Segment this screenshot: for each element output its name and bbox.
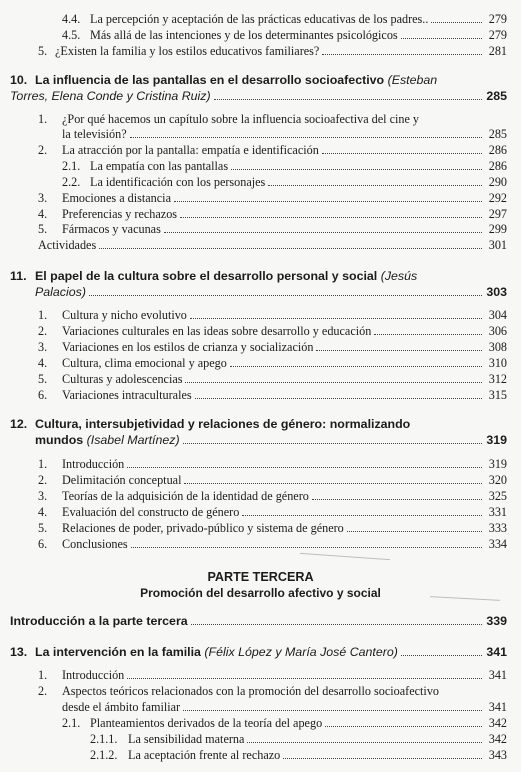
entry-page: 339 bbox=[486, 614, 507, 628]
entry-page: 310 bbox=[488, 356, 507, 370]
entry-page: 320 bbox=[488, 473, 507, 487]
chapter-author: (Félix López y María José Cantero) bbox=[204, 645, 398, 659]
entry-title: Variaciones intraculturales bbox=[62, 388, 192, 402]
chapter-number: 10. bbox=[10, 73, 28, 87]
entry-number: 2.1. bbox=[62, 716, 81, 730]
entry-title: desde el ámbito familiar bbox=[62, 700, 181, 714]
entry-title: ¿Por qué hacemos un capítulo sobre la influencia socioafectiva del cine y bbox=[62, 112, 420, 126]
chapter-number: 13. bbox=[10, 645, 28, 659]
entry-number: 2.1.1. bbox=[90, 732, 118, 746]
entry-number: 2.2. bbox=[62, 175, 81, 189]
entry-title: Delimitación conceptual bbox=[62, 473, 182, 487]
toc-entry bbox=[38, 238, 507, 252]
chapter-author: Torres, Elena Conde y Cristina Ruiz) bbox=[10, 89, 211, 103]
toc-entry bbox=[38, 521, 507, 535]
toc-entry bbox=[38, 112, 507, 126]
entry-title: Preferencias y rechazos bbox=[62, 207, 178, 221]
entry-number: 4.5. bbox=[62, 28, 81, 42]
chapter-page: 319 bbox=[486, 433, 507, 447]
entry-title: Variaciones culturales en las ideas sobre desarrollo y educación bbox=[62, 324, 372, 338]
entry-title: ¿Existen la familia y los estilos educativos familiares? bbox=[55, 44, 320, 58]
entry-number: 6. bbox=[38, 388, 48, 402]
entry-title: La sensibilidad materna bbox=[128, 732, 245, 746]
entry-page: 286 bbox=[488, 143, 507, 157]
toc-entry bbox=[38, 684, 507, 698]
entry-page: 342 bbox=[488, 716, 507, 730]
entry-number: 2. bbox=[38, 473, 48, 487]
entry-title: Actividades bbox=[38, 238, 97, 252]
entry-page: 334 bbox=[488, 537, 507, 551]
entry-page: 319 bbox=[488, 457, 507, 471]
entry-number: 2. bbox=[38, 324, 48, 338]
entry-page: 290 bbox=[488, 175, 507, 189]
entry-page: 279 bbox=[488, 28, 507, 42]
part-subtitle: Promoción del desarrollo afectivo y social bbox=[140, 586, 381, 600]
toc-entry bbox=[38, 222, 507, 236]
toc-entry bbox=[38, 457, 507, 471]
entry-page: 285 bbox=[488, 127, 507, 141]
part-title: PARTE TERCERA bbox=[207, 570, 314, 584]
toc-entry bbox=[38, 191, 507, 205]
chapter-title: La intervención en la familia bbox=[35, 645, 201, 659]
entry-title: Fármacos y vacunas bbox=[62, 222, 161, 236]
entry-page: 341 bbox=[488, 700, 507, 714]
entry-page: 299 bbox=[488, 222, 507, 236]
toc-entry bbox=[38, 340, 507, 354]
entry-page: 343 bbox=[488, 748, 507, 762]
entry-page: 312 bbox=[488, 372, 507, 386]
entry-number: 2.1. bbox=[62, 159, 81, 173]
entry-title: Aspectos teóricos relacionados con la promoción del desarrollo socioafectivo bbox=[62, 684, 440, 698]
entry-page: 341 bbox=[488, 668, 507, 682]
toc-entry bbox=[62, 716, 507, 730]
entry-page: 297 bbox=[488, 207, 507, 221]
chapter-title: mundos bbox=[35, 433, 84, 447]
entry-page: 331 bbox=[488, 505, 507, 519]
entry-title: Culturas y adolescencias bbox=[62, 372, 183, 386]
chapter-number: 12. bbox=[10, 417, 28, 431]
entry-page: 286 bbox=[488, 159, 507, 173]
entry-title: La percepción y aceptación de las prácticas educativas de los padres.. bbox=[90, 12, 429, 26]
entry-page: 304 bbox=[488, 308, 507, 322]
entry-number: 5. bbox=[38, 222, 48, 236]
toc-entry bbox=[38, 668, 507, 682]
chapter-page: 303 bbox=[486, 285, 507, 299]
toc-entry bbox=[90, 748, 507, 762]
entry-title: Planteamientos derivados de la teoría del apego bbox=[90, 716, 323, 730]
entry-number: 5. bbox=[38, 372, 48, 386]
entry-number: 3. bbox=[38, 191, 48, 205]
chapter-author: Palacios) bbox=[35, 285, 86, 299]
toc-entry bbox=[38, 505, 507, 519]
entry-title: Emociones a distancia bbox=[62, 191, 171, 205]
entry-title: Más allá de las intenciones y de los determinantes psicológicos bbox=[90, 28, 398, 42]
toc-entry bbox=[38, 44, 507, 58]
chapter-number: 11. bbox=[10, 269, 27, 283]
toc-entry bbox=[38, 356, 507, 370]
toc-entry bbox=[38, 324, 507, 338]
toc-entry bbox=[62, 159, 507, 173]
part-introduction bbox=[10, 614, 507, 628]
toc-entry bbox=[38, 372, 507, 386]
entry-number: 6. bbox=[38, 537, 48, 551]
entry-title: Introducción a la parte tercera bbox=[10, 614, 188, 628]
entry-number: 5. bbox=[38, 44, 48, 58]
chapter-page: 285 bbox=[486, 89, 507, 103]
entry-number: 5. bbox=[38, 521, 48, 535]
entry-page: 325 bbox=[488, 489, 507, 503]
entry-page: 315 bbox=[488, 388, 507, 402]
chapter-heading-cont bbox=[35, 285, 507, 299]
entry-number: 3. bbox=[38, 489, 48, 503]
toc-entry bbox=[38, 489, 507, 503]
chapter-title: Cultura, intersubjetividad y relaciones de género: normalizando bbox=[35, 417, 411, 431]
entry-title: Teorías de la adquisición de la identidad de género bbox=[62, 489, 309, 503]
entry-title: Conclusiones bbox=[62, 537, 128, 551]
entry-page: 301 bbox=[488, 238, 507, 252]
toc-entry-cont bbox=[62, 127, 507, 141]
entry-title: Variaciones en los estilos de crianza y socialización bbox=[62, 340, 314, 354]
chapter-heading bbox=[10, 645, 507, 659]
entry-number: 2. bbox=[38, 143, 48, 157]
entry-page: 333 bbox=[488, 521, 507, 535]
chapter-author: (Isabel Martínez) bbox=[86, 433, 180, 447]
entry-number: 1. bbox=[38, 308, 48, 322]
chapter-title: La influencia de las pantallas en el desarrollo socioafectivo bbox=[35, 73, 385, 87]
entry-number: 1. bbox=[38, 668, 48, 682]
entry-title: Relaciones de poder, privado-público y sistema de género bbox=[62, 521, 344, 535]
chapter-heading bbox=[10, 269, 507, 283]
entry-page: 292 bbox=[488, 191, 507, 205]
toc-entry bbox=[38, 143, 507, 157]
entry-number: 2.1.2. bbox=[90, 748, 118, 762]
toc-entry bbox=[38, 473, 507, 487]
entry-number: 4. bbox=[38, 356, 48, 370]
chapter-author: (Jesús bbox=[380, 269, 418, 283]
chapter-heading-cont bbox=[10, 89, 507, 103]
toc-entry bbox=[62, 28, 507, 42]
entry-title: La atracción por la pantalla: empatía e identificación bbox=[62, 143, 319, 157]
toc-entry bbox=[38, 207, 507, 221]
entry-number: 4.4. bbox=[62, 12, 81, 26]
entry-page: 306 bbox=[488, 324, 507, 338]
entry-number: 4. bbox=[38, 505, 48, 519]
entry-page: 342 bbox=[488, 732, 507, 746]
entry-title: Cultura y nicho evolutivo bbox=[62, 308, 187, 322]
toc-entry bbox=[38, 388, 507, 402]
entry-title: La empatía con las pantallas bbox=[90, 159, 229, 173]
toc-entry bbox=[38, 308, 507, 322]
entry-page: 308 bbox=[488, 340, 507, 354]
entry-title: Cultura, clima emocional y apego bbox=[62, 356, 227, 370]
chapter-heading-cont bbox=[35, 433, 507, 447]
entry-page: 281 bbox=[488, 44, 507, 58]
entry-number: 1. bbox=[38, 112, 48, 126]
chapter-heading bbox=[10, 417, 507, 431]
toc-entry bbox=[62, 12, 507, 26]
entry-number: 3. bbox=[38, 340, 48, 354]
toc-entry bbox=[62, 175, 507, 189]
entry-title: la televisión? bbox=[62, 127, 127, 141]
toc-entry-cont bbox=[62, 700, 507, 714]
chapter-author: (Esteban bbox=[387, 73, 438, 87]
entry-number: 1. bbox=[38, 457, 48, 471]
chapter-title: El papel de la cultura sobre el desarrollo personal y social bbox=[35, 269, 378, 283]
chapter-page: 341 bbox=[486, 645, 507, 659]
entry-title: Introducción bbox=[62, 457, 125, 471]
entry-title: Evaluación del constructo de género bbox=[62, 505, 240, 519]
entry-title: La aceptación frente al rechazo bbox=[128, 748, 281, 762]
entry-number: 2. bbox=[38, 684, 48, 698]
toc-entry bbox=[38, 537, 507, 551]
scan-streak bbox=[300, 553, 390, 560]
entry-page: 279 bbox=[488, 12, 507, 26]
toc-entry bbox=[90, 732, 507, 746]
entry-title: Introducción bbox=[62, 668, 125, 682]
chapter-heading bbox=[10, 73, 507, 87]
entry-title: La identificación con los personajes bbox=[90, 175, 266, 189]
entry-number: 4. bbox=[38, 207, 48, 221]
